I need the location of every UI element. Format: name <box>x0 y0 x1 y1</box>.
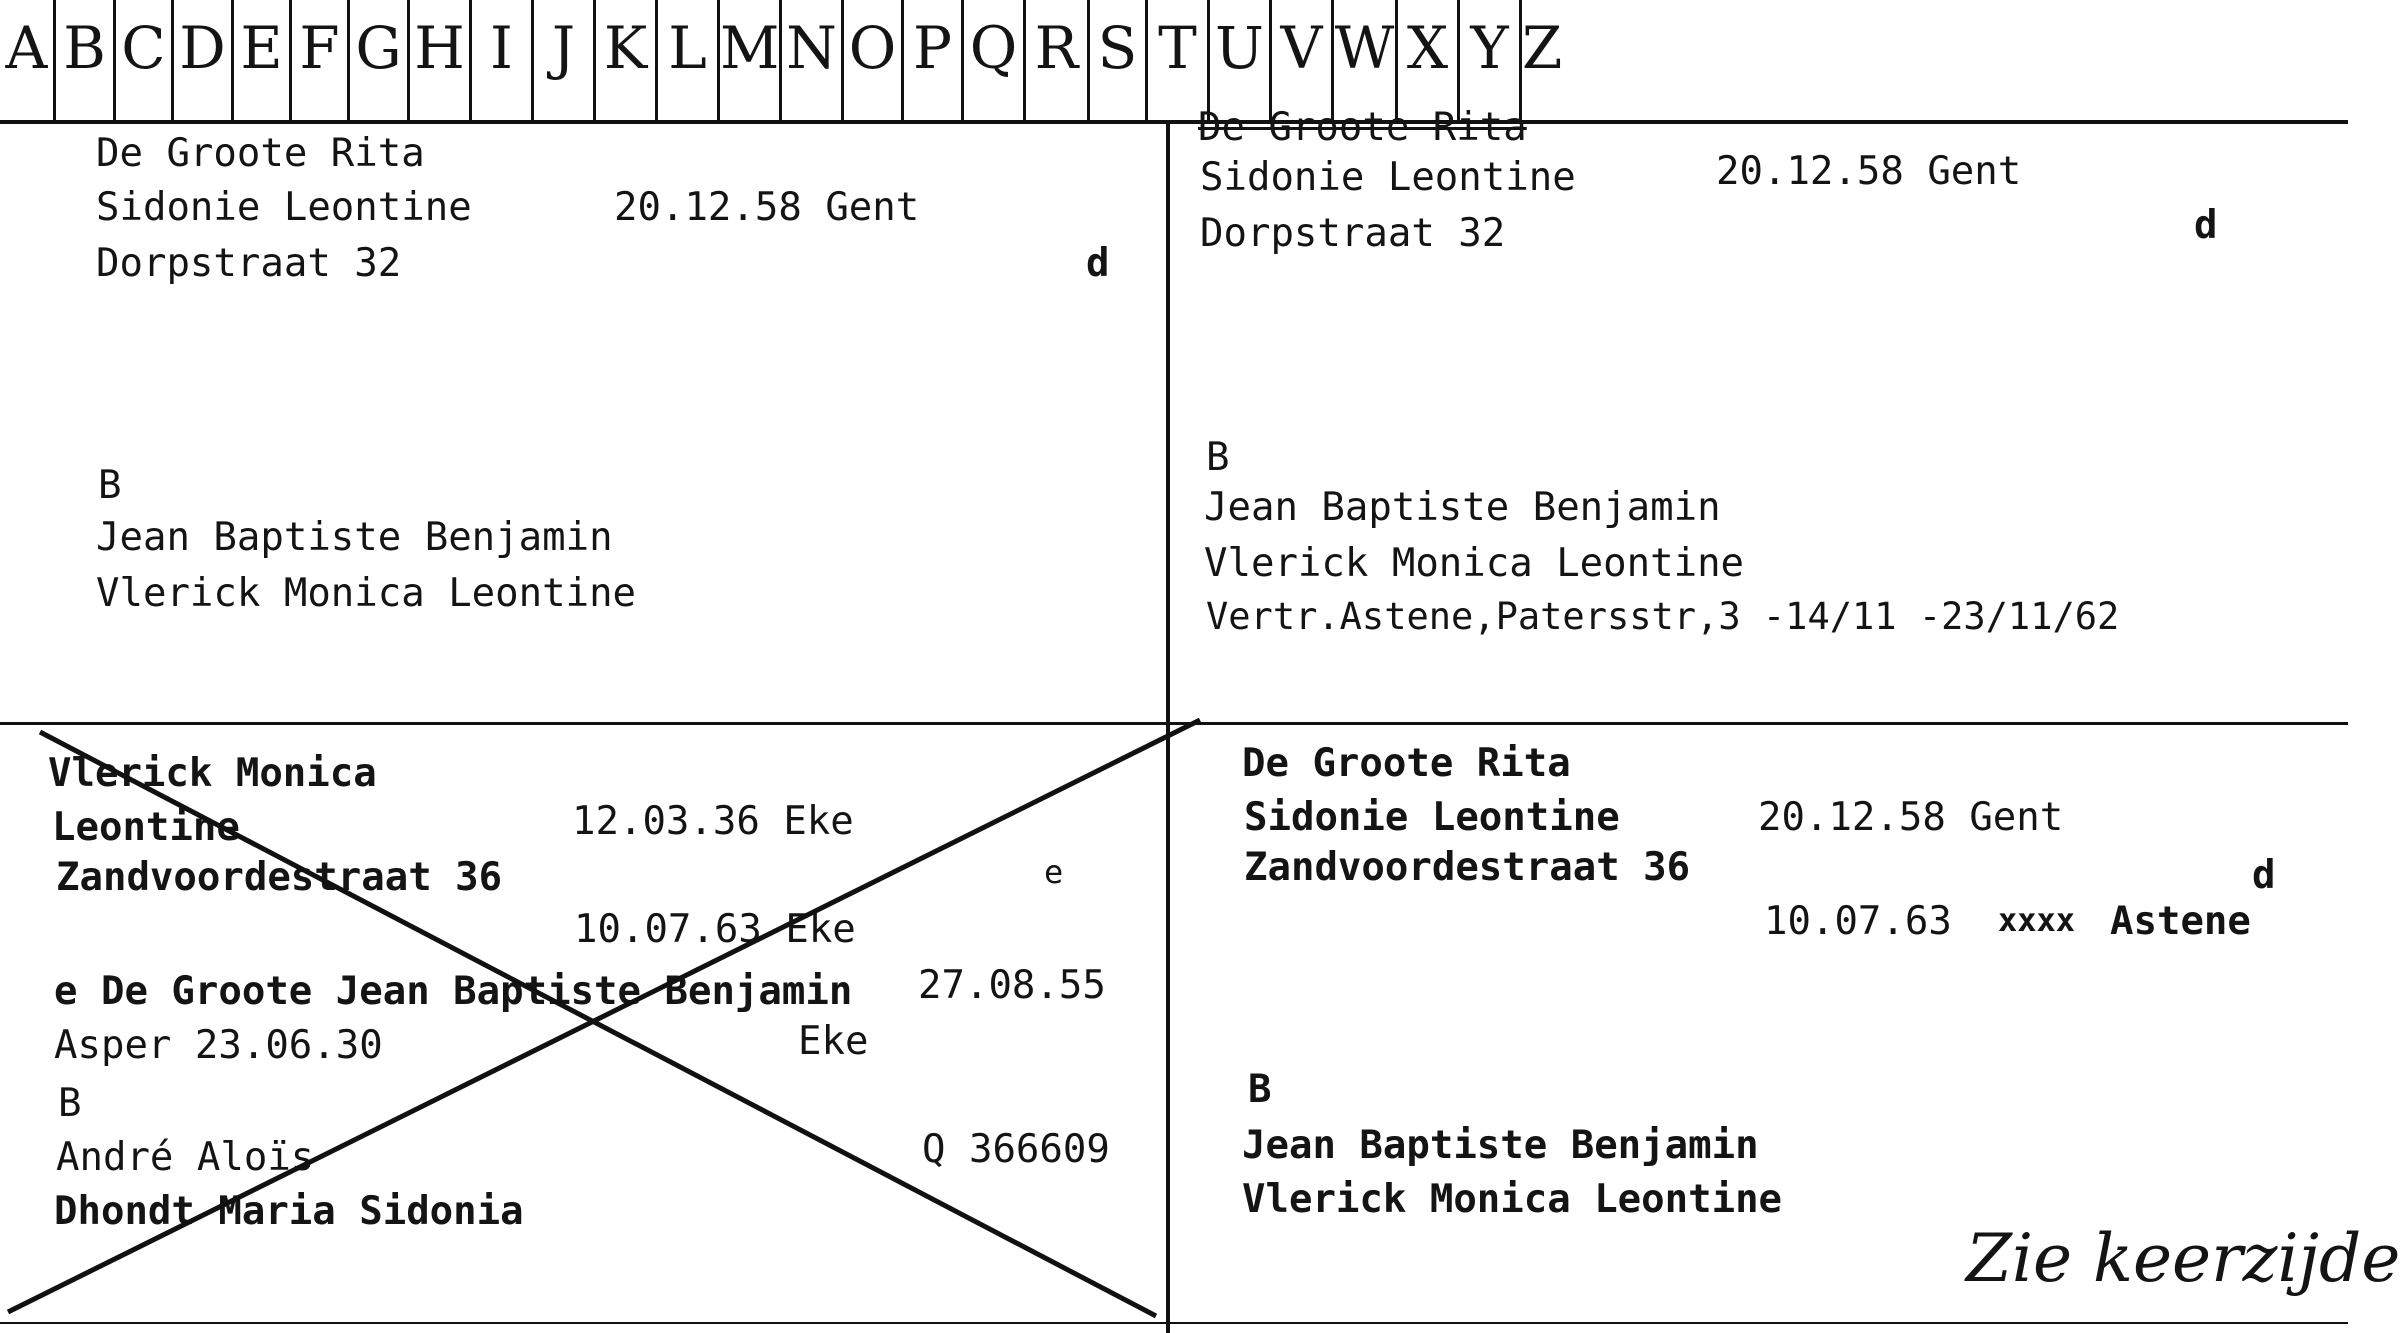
tab-v[interactable]: V <box>1272 0 1334 120</box>
card-section: B <box>1248 1067 1272 1112</box>
tab-b[interactable]: B <box>56 0 116 120</box>
card-mother: Vlerick Monica Leontine <box>1204 541 1745 586</box>
tab-i[interactable]: I <box>472 0 534 120</box>
card-address: Zandvoordestraat 36 <box>56 855 503 900</box>
card-birth: 12.03.36 Eke <box>572 799 854 844</box>
tab-g[interactable]: G <box>350 0 410 120</box>
tab-h[interactable]: H <box>410 0 472 120</box>
card-address: Zandvoordestraat 36 <box>1244 845 1691 890</box>
card-spouse-birth: Asper 23.06.30 <box>54 1023 383 1068</box>
card-place: Astene <box>2110 899 2251 944</box>
card-mother: Vlerick Monica Leontine <box>96 571 637 616</box>
card-marker: d <box>2194 203 2218 248</box>
card-place-struck: xxxx <box>1998 901 2076 939</box>
tab-e[interactable]: E <box>234 0 292 120</box>
tab-j[interactable]: J <box>534 0 596 120</box>
card-father: Jean Baptiste Benjamin <box>1242 1123 1759 1168</box>
card-birth: 20.12.58 Gent <box>1716 149 2022 194</box>
tab-d[interactable]: D <box>174 0 234 120</box>
card-name: De Groote Rita <box>1198 105 1527 150</box>
tab-m[interactable]: M <box>720 0 782 120</box>
tab-f[interactable]: F <box>292 0 350 120</box>
cancellation-cross <box>0 720 1200 1333</box>
card-date2: 10.07.63 Eke <box>574 907 856 952</box>
card-name: De Groote Rita <box>1242 741 1571 786</box>
tab-x[interactable]: X <box>1398 0 1460 120</box>
card-spouse: e De Groote Jean Baptiste Benjamin <box>54 969 853 1014</box>
card-address: Dorpstraat 32 <box>96 241 402 286</box>
tab-c[interactable]: C <box>116 0 174 120</box>
card-father: André Aloïs <box>56 1135 315 1180</box>
card-address: Dorpstraat 32 <box>1200 211 1506 256</box>
tab-z[interactable]: Z <box>1522 14 1563 82</box>
card-given-names: Sidonie Leontine <box>1200 155 1576 200</box>
card-birth: 20.12.58 Gent <box>1758 795 2064 840</box>
tab-p[interactable]: P <box>904 0 964 120</box>
tab-t[interactable]: T <box>1148 0 1210 120</box>
card-date2: 10.07.63 <box>1764 899 1952 944</box>
tab-o[interactable]: O <box>844 0 904 120</box>
card-section: B <box>98 463 122 508</box>
tab-a[interactable]: A <box>0 0 56 120</box>
card-father: Jean Baptiste Benjamin <box>96 515 613 560</box>
card-mother: Vlerick Monica Leontine <box>1242 1177 1783 1222</box>
card-marriage-date: 27.08.55 <box>918 963 1106 1008</box>
card-marker: e <box>1044 853 1064 891</box>
alphabet-index-strip <box>0 0 2348 124</box>
tab-r[interactable]: R <box>1026 0 1090 120</box>
card-marker: d <box>1086 241 1110 286</box>
card-given-names: Sidonie Leontine <box>1244 795 1620 840</box>
handwritten-note: Zie keerzijde <box>1966 1220 2400 1297</box>
card-note: Vertr.Astene,Patersstr,3 -14/11 -23/11/62 <box>1206 595 2120 638</box>
tab-n[interactable]: N <box>782 0 844 120</box>
card-father: Jean Baptiste Benjamin <box>1204 485 1721 530</box>
card-section: B <box>1206 435 1230 480</box>
card-name: De Groote Rita <box>96 131 425 176</box>
card-birth: 20.12.58 Gent <box>614 185 920 230</box>
card-number: Q 366609 <box>922 1127 1110 1172</box>
tab-u[interactable]: U <box>1210 0 1272 120</box>
tab-l[interactable]: L <box>658 0 720 120</box>
tab-w[interactable]: W <box>1334 0 1398 120</box>
card-mother: Dhondt Maria Sidonia <box>54 1189 524 1234</box>
card-given-names: Sidonie Leontine <box>96 185 472 230</box>
card-given-names: Leontine <box>52 805 240 850</box>
tab-s[interactable]: S <box>1090 0 1148 120</box>
card-marker: d <box>2252 853 2276 898</box>
card-spouse-place: Eke <box>798 1019 869 1064</box>
card-name: Vlerick Monica <box>48 751 377 796</box>
tab-k[interactable]: K <box>596 0 658 120</box>
tab-y[interactable]: Y <box>1460 0 1522 120</box>
tab-q[interactable]: Q <box>964 0 1026 120</box>
card-section: B <box>58 1081 82 1126</box>
